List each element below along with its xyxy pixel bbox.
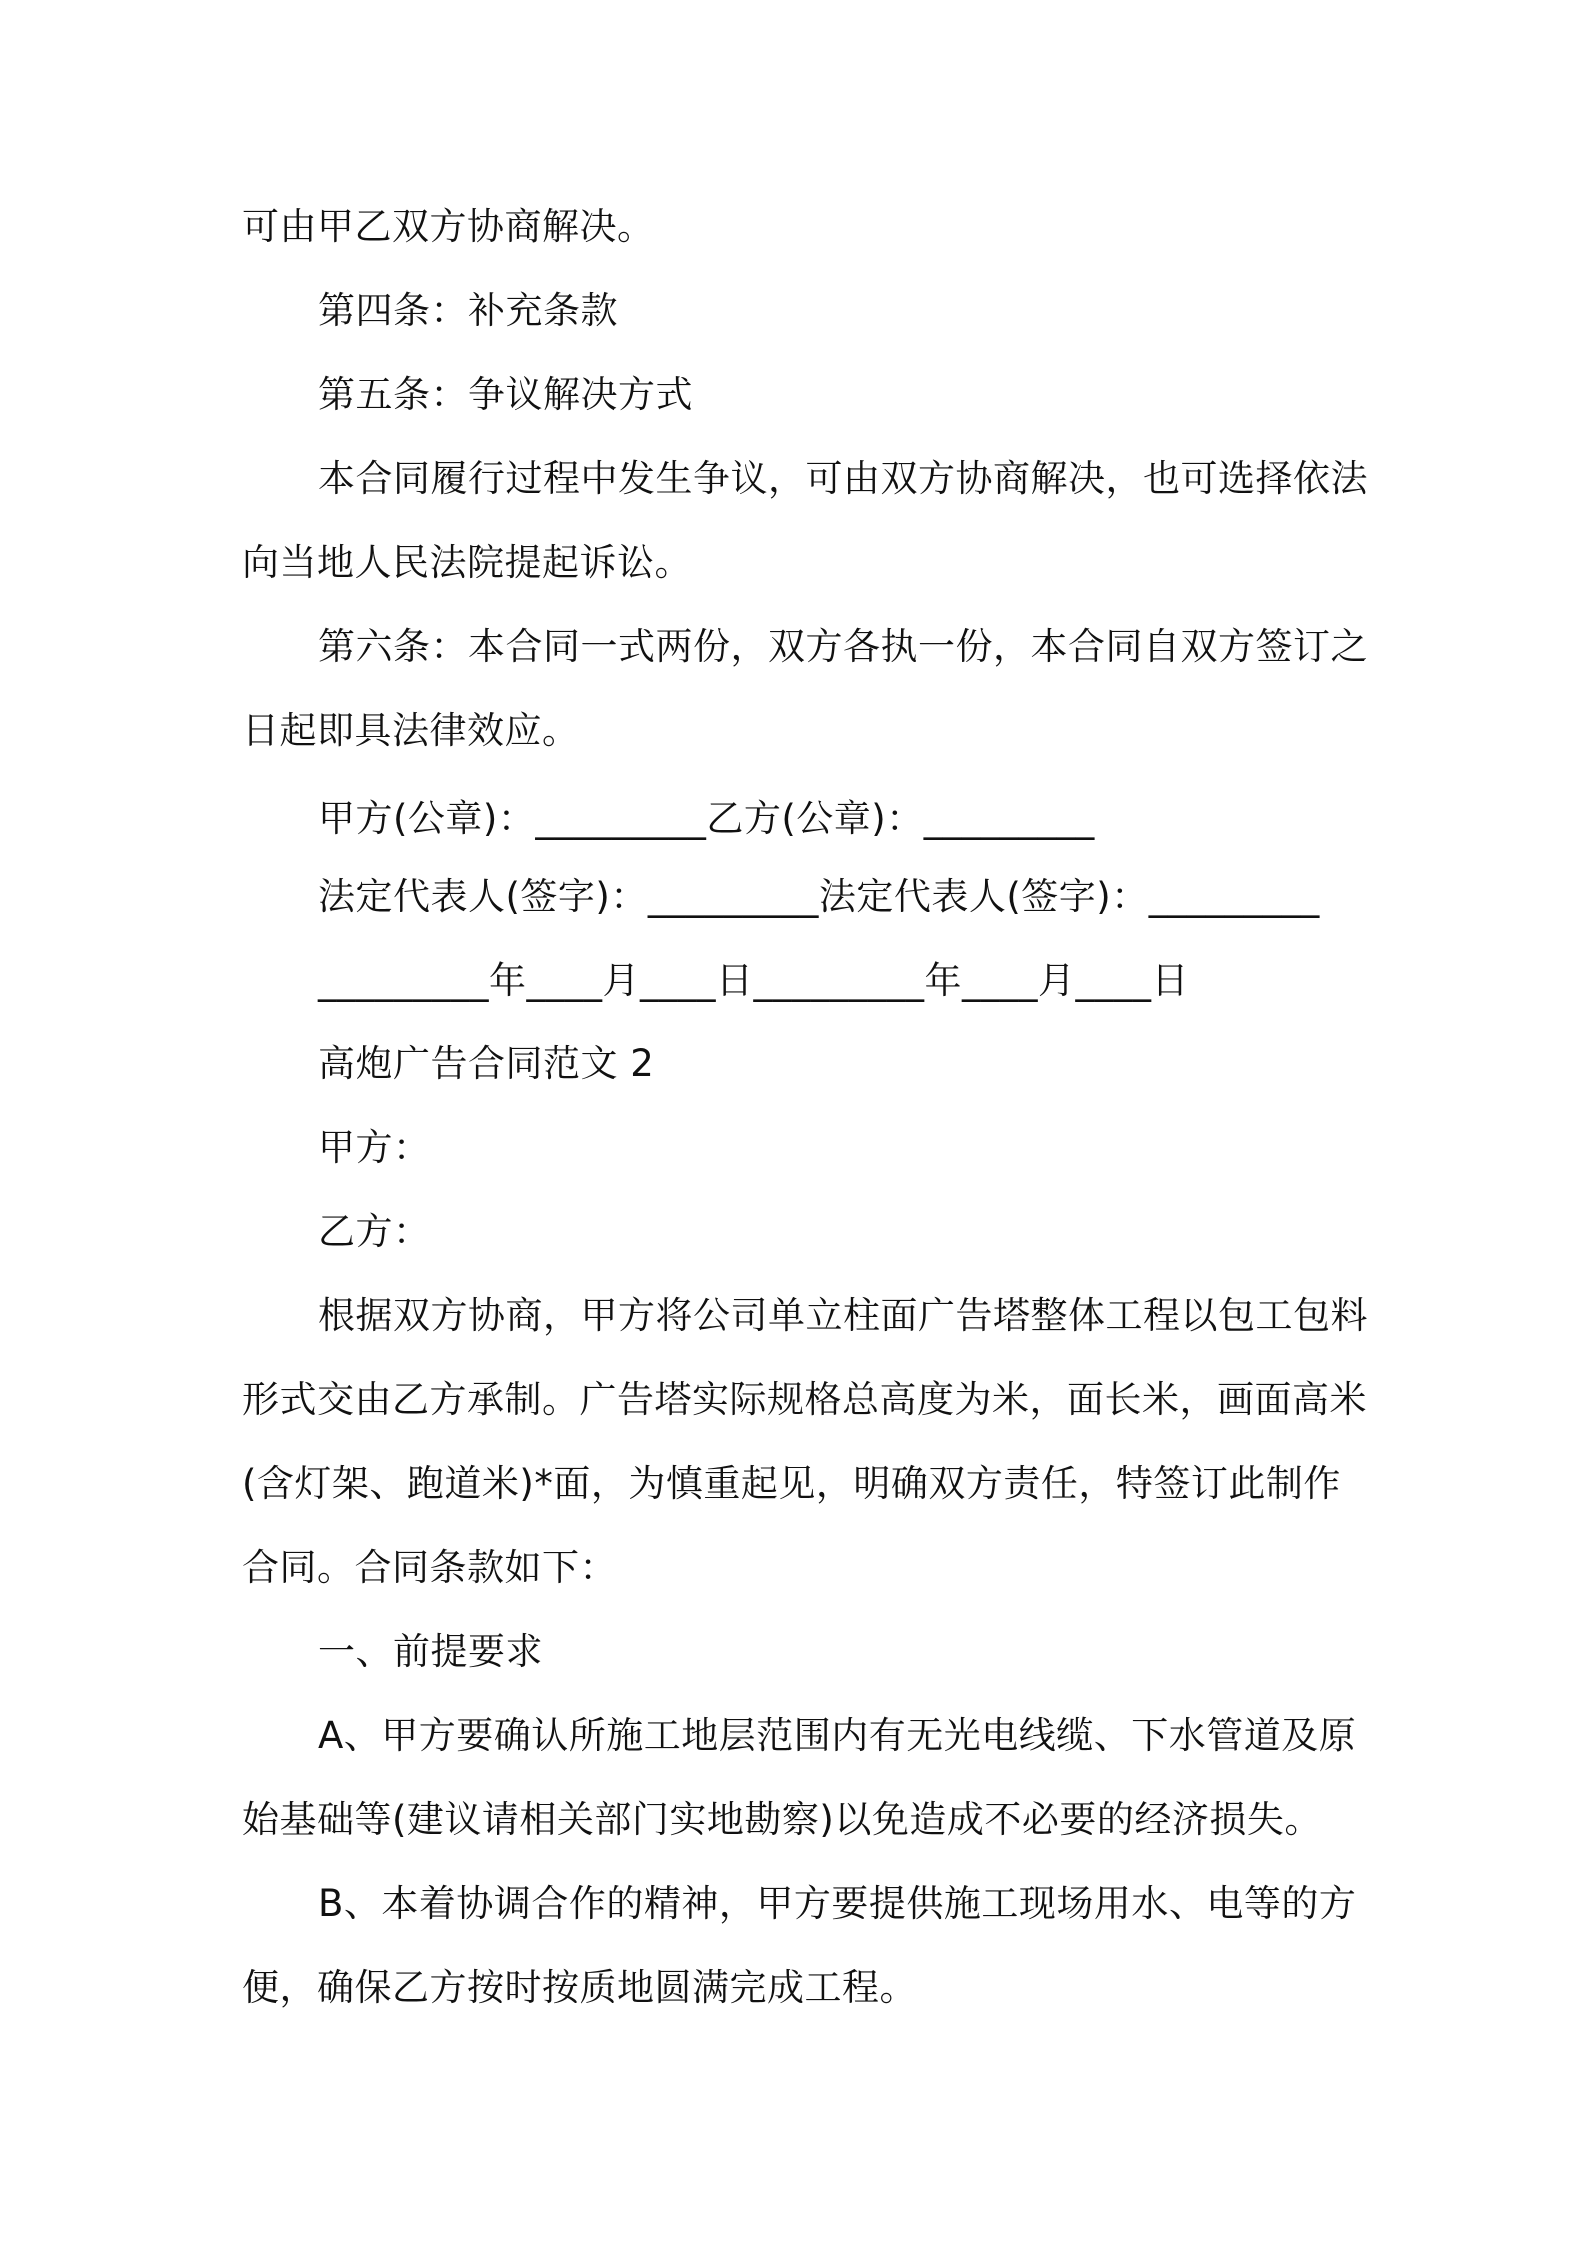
section-heading: 一、前提要求 xyxy=(318,1630,543,1673)
date-line: _________年____月____日_________年____月____日 xyxy=(318,959,1189,1002)
paragraph-line: 始基础等(建议请相关部门实地勘察)以免造成不必要的经济损失。 xyxy=(242,1798,1322,1841)
paragraph-line: 形式交由乙方承制。广告塔实际规格总高度为米，面长米，画面高米 xyxy=(242,1378,1367,1421)
paragraph-line: (含灯架、跑道米)*面，为慎重起见，明确双方责任，特签订此制作 xyxy=(242,1462,1341,1505)
seal-signature-line: 甲方(公章)：_________乙方(公章)：_________ xyxy=(318,797,1095,840)
article-5-heading: 第五条：争议解决方式 xyxy=(318,373,693,416)
paragraph-line: B、本着协调合作的精神，甲方要提供施工现场用水、电等的方 xyxy=(318,1882,1357,1925)
paragraph-line: A、甲方要确认所施工地层范围内有无光电线缆、下水管道及原 xyxy=(318,1714,1357,1757)
representative-signature-line: 法定代表人(签字)：_________法定代表人(签字)：_________ xyxy=(318,875,1320,918)
paragraph-line: 便，确保乙方按时按质地圆满完成工程。 xyxy=(242,1966,917,2009)
article-4-heading: 第四条：补充条款 xyxy=(318,289,618,332)
paragraph-line: 向当地人民法院提起诉讼。 xyxy=(242,541,692,584)
sample-title: 高炮广告合同范文 2 xyxy=(318,1042,655,1085)
paragraph-line: 根据双方协商，甲方将公司单立柱面广告塔整体工程以包工包料 xyxy=(318,1294,1368,1337)
paragraph-line: 合同。合同条款如下： xyxy=(242,1546,617,1589)
paragraph-line: 本合同履行过程中发生争议，可由双方协商解决，也可选择依法 xyxy=(318,457,1368,500)
paragraph-line: 可由甲乙双方协商解决。 xyxy=(242,205,655,248)
party-b-label: 乙方： xyxy=(318,1210,431,1253)
paragraph-line: 日起即具法律效应。 xyxy=(242,709,580,752)
article-6-line: 第六条：本合同一式两份，双方各执一份，本合同自双方签订之 xyxy=(318,625,1368,668)
party-a-label: 甲方： xyxy=(318,1126,431,1169)
